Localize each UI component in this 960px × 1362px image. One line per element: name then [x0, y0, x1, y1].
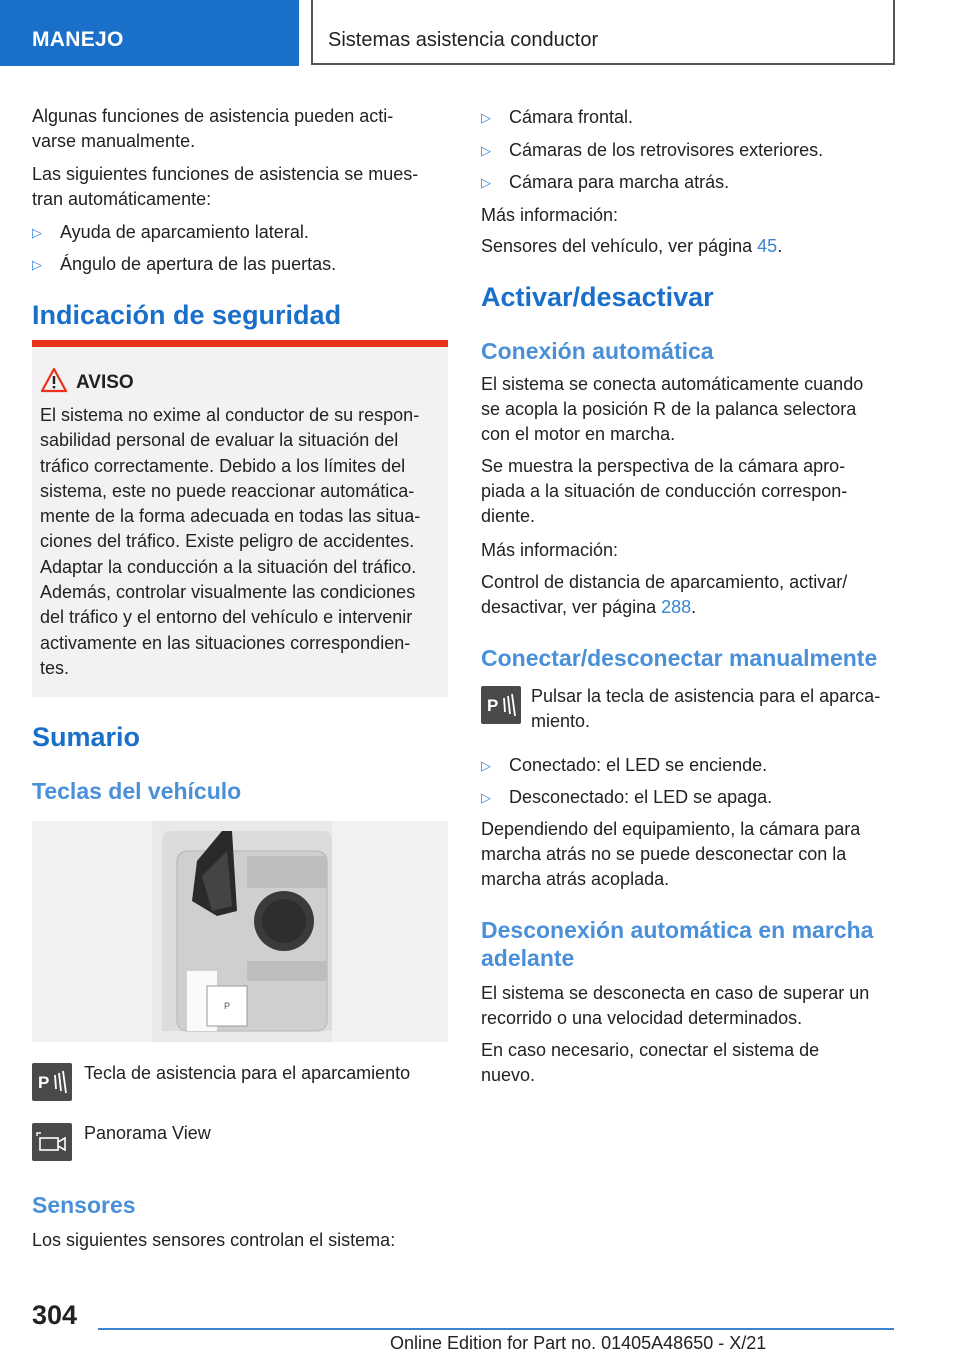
safety-heading: Indicación de seguridad — [32, 300, 342, 330]
bullet-triangle-icon: ▷ — [32, 257, 42, 272]
chapter-title: Sistemas asistencia conductor — [328, 29, 599, 51]
svg-text:P: P — [223, 1001, 231, 1011]
summary-heading: Sumario — [32, 722, 141, 752]
panorama-view-key-icon — [32, 1123, 72, 1161]
svg-text:P: P — [487, 696, 499, 715]
section-title: MANEJO — [32, 28, 124, 51]
auto-connect-text: El sistema se conecta automáticamente cuando se acopla la posición R de la palanca selectora con el motor en marcha. — [481, 374, 864, 444]
dependency-text: Dependiendo del equipamiento, la cámara para marcha atrás no se puede desconectar con la marcha atrás acoplada. — [481, 819, 861, 889]
sensors-reference: Sensores del vehículo, ver página 45. — [481, 236, 783, 256]
auto-connect-heading: Conexión automática — [481, 338, 714, 364]
reconnect-text: En caso necesario, conectar el sistema de nuevo. — [481, 1040, 820, 1085]
svg-text:P: P — [38, 1073, 50, 1092]
intro-text-1: Algunas funciones de asistencia pueden acti- varse manualmente. — [32, 106, 394, 151]
keys-heading: Teclas del vehículo — [32, 778, 242, 804]
activate-heading: Activar/desactivar — [481, 282, 714, 312]
manual-text: Pulsar la tecla de asistencia para el aparca- miento. — [531, 686, 881, 731]
sensors-heading: Sensores — [32, 1192, 136, 1218]
warning-title: AVISO — [76, 372, 134, 393]
footer-edition: Online Edition for Part no. 01405A48650 - X/21 — [390, 1333, 767, 1353]
more-info-label-2: Más información: — [481, 540, 619, 560]
auto-disconnect-text: El sistema se desconecta en caso de superar un recorrido o una velocidad determinados. — [481, 983, 870, 1028]
bullet-triangle-icon: ▷ — [481, 758, 491, 773]
sensors-text: Los siguientes sensores controlan el sistema: — [32, 1230, 396, 1250]
chapter-header — [311, 0, 895, 65]
bullet-triangle-icon: ▷ — [481, 175, 491, 190]
key1-label: Tecla de asistencia para el aparcamiento — [84, 1063, 411, 1083]
bullet-triangle-icon: ▷ — [481, 143, 491, 158]
parking-assistant-key-icon — [481, 686, 521, 724]
bullet-triangle-icon: ▷ — [481, 110, 491, 125]
center-console-image — [32, 821, 448, 1042]
more-info-label: Más información: — [481, 205, 619, 225]
parking-assistant-key-icon — [32, 1063, 72, 1101]
page-link[interactable]: 45 — [757, 236, 778, 256]
perspective-text: Se muestra la perspectiva de la cámara apro- piada a la situación de conducción correspon- diente. — [481, 456, 848, 526]
auto-disconnect-heading: Desconexión automática en marcha adelante — [481, 917, 874, 971]
footer-divider — [98, 1328, 894, 1330]
bullet-triangle-icon: ▷ — [481, 790, 491, 805]
key2-label: Panorama View — [84, 1123, 211, 1143]
warning-box — [32, 340, 448, 697]
intro-text-2: Las siguientes funciones de asistencia se mues- tran automáticamente: — [32, 164, 419, 209]
warning-triangle-icon — [40, 367, 68, 393]
warning-body: El sistema no exime al conductor de su respon- sabilidad personal de evaluar la situación del tráfico correctamente. Debido a los límites del sistema, este no puede reaccionar automática- mente de la forma adecuada en todas las situa- ciones del tráfico. Existe peligro de accidentes. Adaptar la conducción a la situación del tráfico. Además, controlar visualmente las condiciones del tráfico y el entorno del vehículo e intervenir activamente en las situaciones correspondien- tes. — [40, 405, 421, 678]
section-tab — [0, 0, 299, 66]
pdc-reference: Control de distancia de aparcamiento, activar/ desactivar, ver página 288. — [481, 572, 848, 617]
page-link[interactable]: 288 — [661, 597, 692, 617]
bullet-triangle-icon: ▷ — [32, 225, 42, 240]
manual-heading: Conectar/desconectar manualmente — [481, 645, 878, 671]
page-number: 304 — [32, 1300, 78, 1330]
